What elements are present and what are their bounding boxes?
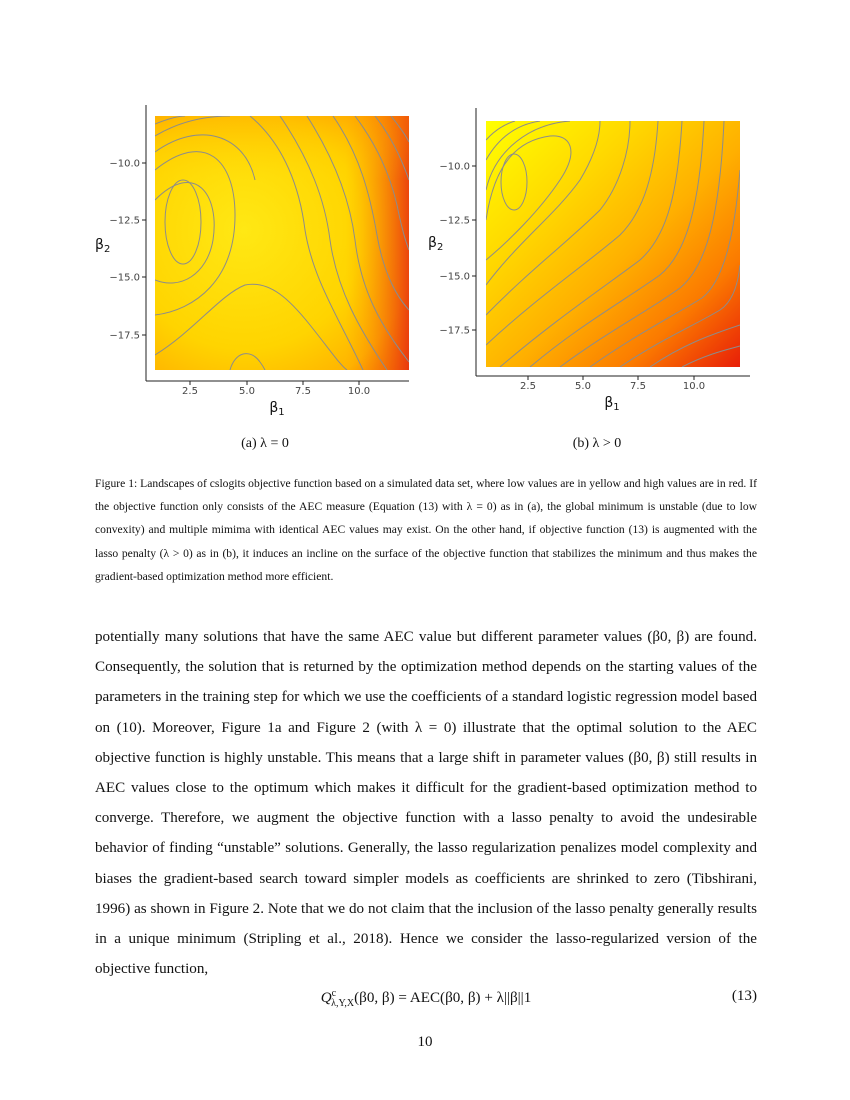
x-ticks-a [182,381,370,397]
subcaption-a: (a) λ = 0 [241,436,289,451]
y-axis-title: $\beta_2$ [95,237,111,255]
y-tick-label: −10.0 [109,158,140,170]
body-paragraph: potentially many solutions that have the same AEC value but different parameter values (β0, β) are found. Consequently, the solution that is returned by the optimization method depends on the starting values of the parameters in the training step for which we use the coefficients of a standard logistic regression model based on (10). Moreover, Figure 1a and Figure 2 (with λ = 0) illustrate that the optimal solution to the AEC objective function is highly unstable. This means that a large shift in parameter values (β0, β) still results in AEC values close to the optimum which makes it difficult for the gradient-based optimization method to converge. Therefore, we augment the objective function with a lasso penalty to avoid the undesirable behavior of finding “unstable” solutions. Generally, the lasso regularization penalizes model complexity and biases the gradient-based search toward simpler models as coefficients are shrinked to zero (Tibshirani, 1996) as shown in Figure 2. Note that we do not claim that the inclusion of the lasso penalty generally results in a unique minimum (Stripling et al., 2018). Hence we consider the lasso-regularized version of the objective function, [95,629,757,978]
x-ticks-b [520,376,705,392]
subcaption-b: (b) λ > 0 [572,436,622,451]
y-tick-label: −15.0 [109,272,140,284]
x-tick-label: 5.0 [239,386,255,397]
y-tick-label: −12.5 [439,215,470,227]
figure-1a-plot [85,100,425,420]
page-number: 10 [417,1034,433,1050]
x-tick-label: 10.0 [347,386,371,397]
x-axis-title: $\beta_1$ [604,395,620,413]
equation-13 [95,988,757,1012]
figure-caption: Figure 1: Landscapes of cslogits objective function based on a simulated data set, where low values are in yellow and high values are in red. If the objective function only consists of the AEC measure (Equation (13) with λ = 0) as in (a), the global minimum is unstable (due to low convexity) and multiple mimima with identical AEC values may exist. On the other hand, if objective function (13) is augmented with the lasso penalty (λ > 0) as in (b), it induces an incline on the surface of the objective function that stabilizes the minimum and thus makes the gradient-based optimization method more efficient. [95,477,757,583]
y-tick-label: −12.5 [109,215,140,227]
figure-1b-plot [420,100,760,420]
y-tick-label: −17.5 [109,330,140,342]
y-tick-label: −10.0 [439,161,470,173]
x-tick-label: 5.0 [575,381,591,392]
y-ticks-b [439,162,476,337]
x-tick-label: 7.5 [295,386,311,397]
x-tick-label: 2.5 [182,386,198,397]
x-tick-label: 10.0 [682,381,706,392]
y-tick-label: −17.5 [439,325,470,337]
y-tick-label: −15.0 [439,271,470,283]
x-axis-title: $\beta_1$ [269,400,285,418]
x-tick-label: 2.5 [520,381,536,392]
heatmap-b [486,121,740,367]
x-tick-label: 7.5 [630,381,646,392]
equation-number: (13) [731,988,757,1004]
y-ticks-a [109,159,146,342]
equation-expression: $Q^c_{\lambda,Y,X}(\beta 0$, β) = AEC(β0, β) + λ||β||1 [320,988,532,1010]
heatmap-a [155,116,409,370]
y-axis-title: $\beta_2$ [428,235,444,253]
